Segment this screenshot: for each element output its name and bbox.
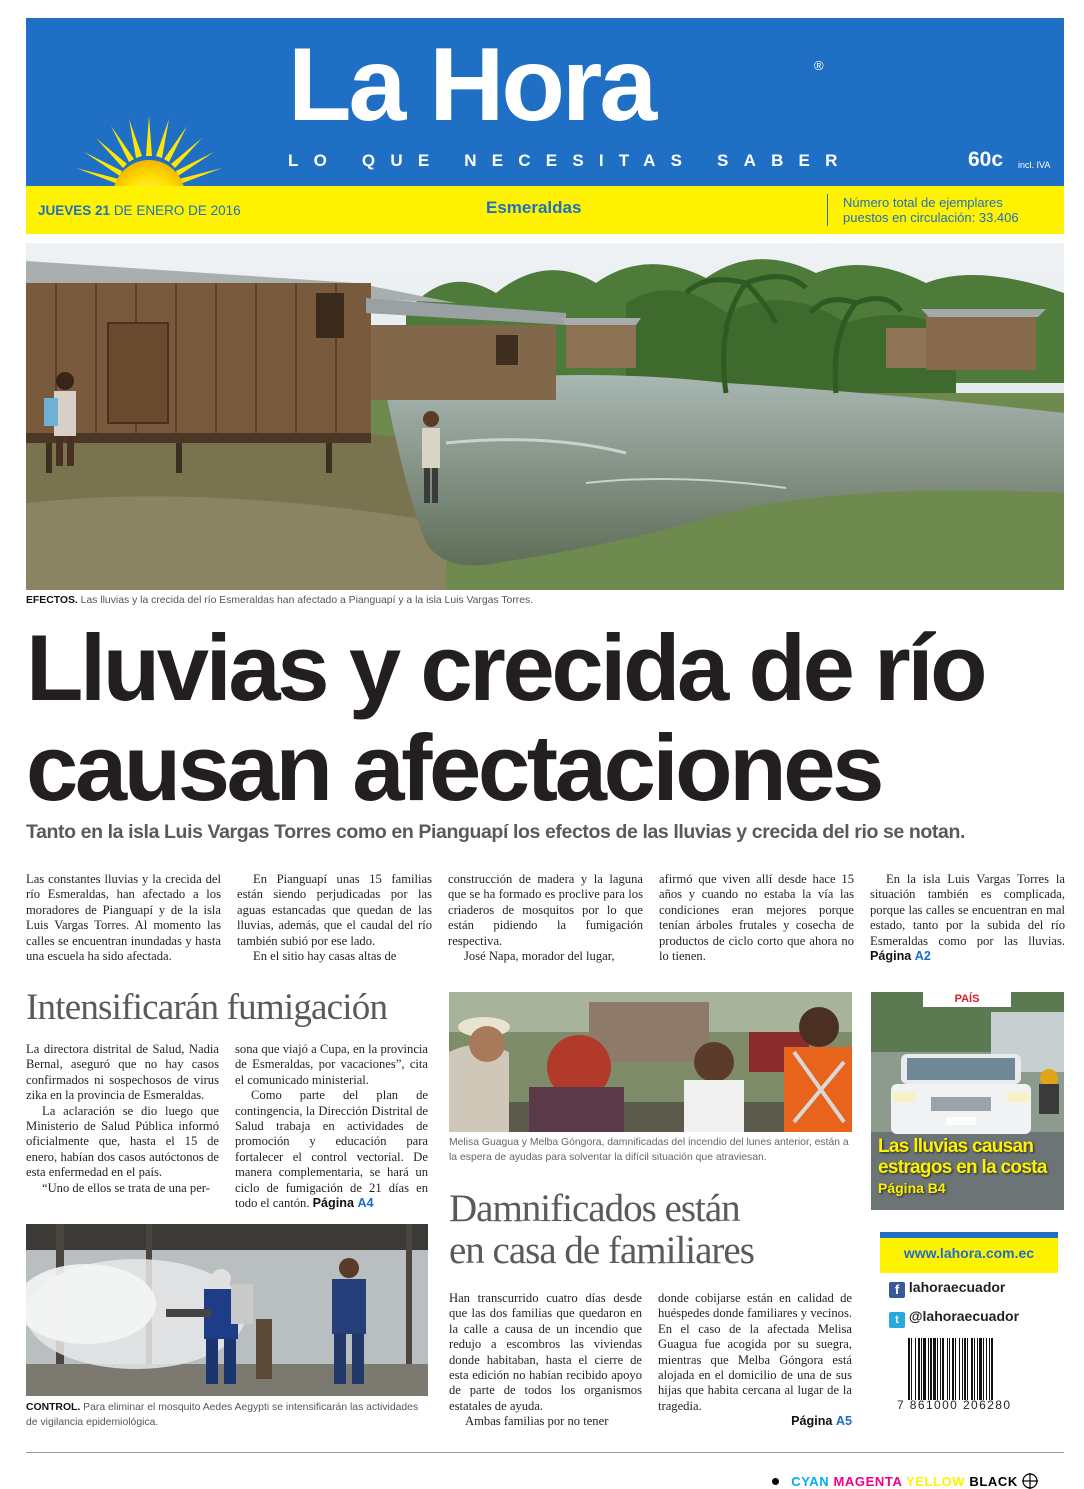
barcode-bar [959, 1338, 960, 1400]
victims-headline-line2: en casa de familiares [449, 1229, 754, 1272]
teaser-section-label: PAÍS [923, 992, 1011, 1007]
lead-story-col2-p1: En Pianguapí unas 15 familias están siendo perjudicadas por las aguas estancadas que quedan de las lluvias, además, que el caudal del río también subió por ese lado. [237, 872, 432, 948]
barcode-bar [942, 1338, 944, 1400]
lead-headline [26, 615, 1084, 820]
barcode-bar [989, 1338, 990, 1400]
color-registration-marks [772, 1473, 1038, 1489]
lead-story-col3-p1: construcción de madera y la laguna que se ha formado es proclive para los criaderos de mosquitos por lo que están pidiendo la fumigación respectiva. [448, 872, 643, 948]
barcode-bar [930, 1338, 932, 1400]
lead-story-col5-body: En la isla Luis Vargas Torres la situación también es complicada, porque las calles se encuentran en mal estado, tanto por la subida del río Esmeraldas como por las lluvias. [870, 872, 1065, 948]
fumigation-col1-p2: La aclaración se dio luego que Ministerio de Salud Pública informó oficialmente que, hasta el 15 de enero, habían dos casos autóctonos de esta enfermedad en el país. [26, 1103, 219, 1180]
barcode-bar [908, 1338, 910, 1400]
fumigation-photo [26, 1224, 428, 1396]
barcode-bar [949, 1338, 950, 1400]
date-bar [26, 186, 1064, 234]
barcode-bar [979, 1338, 982, 1400]
fumigation-page-number: A4 [357, 1196, 374, 1211]
edition: Esmeraldas [486, 198, 582, 217]
barcode-bar [967, 1338, 968, 1400]
barcode-bar [986, 1338, 987, 1400]
barcode-bars [906, 1338, 1034, 1400]
lead-story-page-number: A2 [914, 949, 931, 964]
barcode-bar [955, 1338, 956, 1400]
victims-illustration [449, 992, 852, 1132]
fumigation-col2-p2 [235, 1088, 428, 1211]
lead-photo-caption-label: EFECTOS. [26, 595, 78, 606]
circulation-line1: Número total de ejemplares [843, 195, 1003, 210]
date-rest: DE ENERO DE 2016 [113, 203, 241, 218]
masthead [26, 18, 1064, 186]
magenta-mark: MAGENTA [833, 1474, 902, 1489]
lead-subhead: Tanto en la isla Luis Vargas Torres como en Pianguapí los efectos de las lluvias y crecida del rio se notan. [26, 821, 965, 843]
website-banner[interactable] [880, 1232, 1058, 1273]
victims-col2 [658, 1291, 852, 1430]
barcode-bar [971, 1338, 973, 1400]
victims-page-ref[interactable] [658, 1414, 852, 1429]
victims-col1-p1: Han transcurrido cuatro días desde que las dos familias que quedaron en la calle a causa de un incendio que redujo a escombros las viviendas donde habitaban, hasta el cierre de esta edición no habían recibido apoyo de parte de todos los organismos estatales de ayuda. [449, 1291, 642, 1413]
lead-story-col4-text: afirmó que viven allí desde hace 15 años y cuando no estaba la vía las condiciones eran mejores porque tenían árboles frutales y cosecha de productos de ciclo corto que ahora no lo tienen. [659, 872, 854, 964]
victims-col2-text: donde cobijarse están en calidad de huéspedes donde familiares y vecinos. En el caso de la afectada Melisa Guagua fue acogida por su suegra, mientras que Melba Góngora está alojada en el domicilio de una de sus hijas que habita cercana al lugar de la tragedia. [658, 1291, 852, 1413]
black-mark: BLACK [969, 1474, 1018, 1489]
fumigation-photo-caption-label: CONTROL. [26, 1402, 81, 1413]
lead-story-col5 [870, 872, 1065, 964]
barcode-bar [991, 1338, 993, 1400]
teaser-headline-line1: Las lluvias causan [878, 1136, 1034, 1157]
lead-headline-line2: causan afectaciones [26, 715, 881, 820]
victims-col1 [449, 1291, 642, 1430]
teaser-page: Página B4 [878, 1180, 946, 1196]
lead-photo-caption [26, 594, 1064, 608]
fumigation-page-label: Página [312, 1196, 354, 1211]
barcode-bar [952, 1338, 954, 1400]
fumigation-col2-p2-body: Como parte del plan de contingencia, la Dirección Distrital de Salud trabaja en actividades de promoción y educación para fortalecer el control vectorial. De manera complementaria, se hará un ciclo de fumigación de 21 días en todo el cantón. [235, 1088, 428, 1211]
registered-mark: ® [814, 58, 824, 73]
teaser-box[interactable] [871, 992, 1064, 1210]
teaser-headline [878, 1136, 1064, 1178]
lead-story-page-ref[interactable] [870, 949, 931, 963]
sun-logo-icon [74, 116, 224, 186]
barcode-bar [933, 1338, 936, 1400]
barcode-bar [974, 1338, 975, 1400]
lead-story-page-label: Página [870, 949, 912, 964]
barcode-bar [928, 1338, 929, 1400]
barcode-bar [947, 1338, 948, 1400]
cyan-mark: CYAN [791, 1474, 830, 1489]
lead-story-col1 [26, 872, 221, 964]
fumigation-photo-caption-text: Para eliminar el mosquito Aedes Aegypti se intensificarán las actividades de vigilancia epidemiológica. [26, 1402, 419, 1428]
newspaper-logo: La Hora [288, 27, 655, 143]
barcode-bar [915, 1338, 916, 1400]
flooded-village-illustration [26, 243, 1064, 590]
fumigation-illustration [26, 1224, 428, 1396]
barcode-bar [937, 1338, 938, 1400]
lead-photo [26, 243, 1064, 590]
facebook-handle: lahoraecuador [908, 1279, 1006, 1295]
lead-story-col5-text [870, 872, 1065, 964]
fumigation-col1-p3: “Uno de ellos se trata de una per- [42, 1180, 210, 1195]
registration-dot-icon [772, 1478, 779, 1485]
lead-photo-caption-text: Las lluvias y la crecida del río Esmeraldas han afectado a Pianguapí y a la isla Luis Vargas Torres. [80, 595, 534, 606]
fumigation-col2-p1: sona que viajó a Cupa, en la provincia de Esmeraldas, por vacaciones”, cita el comunicado ministerial. [235, 1042, 428, 1087]
victims-photo [449, 992, 852, 1132]
facebook-icon: f [889, 1282, 905, 1298]
lead-story-col4 [659, 872, 854, 964]
lead-story-col1-text: Las constantes lluvias y la crecida del río Esmeraldas, han afectado a los moradores de Pianguapí y de la isla Luis Vargas Torres. Al momento las calles se encuentran inundadas y hasta una escuela ha sido afectada. [26, 872, 221, 964]
twitter-icon: t [889, 1312, 905, 1328]
price-note: incl. IVA [1018, 160, 1051, 170]
lead-story-col2 [237, 872, 432, 964]
circulation [843, 195, 1019, 225]
barcode-bar [977, 1338, 978, 1400]
fumigation-page-ref[interactable] [313, 1196, 374, 1210]
barcode-bar [911, 1338, 912, 1400]
barcode-bar [940, 1338, 941, 1400]
barcode-bar [923, 1338, 926, 1400]
barcode-bar [962, 1338, 963, 1400]
victims-headline-line1: Damnificados están [449, 1187, 740, 1230]
lead-story-col2-p2: En el sitio hay casas altas de [253, 949, 397, 964]
barcode-number: 7 861000 206280 [897, 1398, 1012, 1412]
barcode-bar [921, 1338, 922, 1400]
lead-headline-line1: Lluvias y crecida de río [26, 615, 985, 720]
victims-col1-p2: Ambas familias por no tener [465, 1414, 609, 1429]
twitter-handle: @lahoraecuador [908, 1308, 1020, 1324]
fumigation-headline: Intensificarán fumigación [26, 987, 388, 1028]
teaser-headline-line2: estragos en la costa [878, 1157, 1047, 1178]
fumigation-photo-caption [26, 1400, 430, 1430]
date-weekday: JUEVES 21 [38, 203, 111, 218]
date-bar-divider [827, 194, 828, 226]
facebook-handle-row[interactable] [889, 1279, 1005, 1298]
fumigation-col2 [235, 1042, 428, 1211]
fumigation-col1 [26, 1042, 219, 1196]
crosshair-icon [1022, 1473, 1038, 1489]
lead-story-col3-p2: José Napa, morador del lugar, [464, 949, 615, 964]
website-banner-top-stripe [880, 1232, 1058, 1238]
victims-page-number: A5 [835, 1414, 852, 1429]
lead-story-col3 [448, 872, 643, 964]
victims-photo-caption: Melisa Guagua y Melba Góngora, damnificadas del incendio del lunes anterior, están a la espera de ayudas para solventar la difícil situación que atraviesan. [449, 1137, 849, 1163]
victims-page-label: Página [791, 1414, 833, 1429]
twitter-handle-row[interactable] [889, 1308, 1019, 1328]
website-link[interactable]: www.lahora.com.ec [903, 1245, 1035, 1261]
yellow-mark: YELLOW [905, 1474, 966, 1489]
slogan: LO QUE NECESITAS SABER [288, 151, 853, 170]
fumigation-col1-p1: La directora distrital de Salud, Nadia Bernal, aseguró que no hay casos confirmados ni sospechosos de virus zika en la provincia de Esmeraldas. [26, 1042, 219, 1103]
barcode-bar [918, 1338, 920, 1400]
footer-rule [26, 1452, 1064, 1453]
barcode [897, 1338, 1034, 1413]
price: 60c [968, 148, 1004, 171]
circulation-line2: puestos en circulación: 33.406 [843, 210, 1019, 225]
victims-headline [449, 1188, 754, 1272]
date [38, 203, 241, 218]
barcode-bar [983, 1338, 984, 1400]
barcode-bar [964, 1338, 966, 1400]
